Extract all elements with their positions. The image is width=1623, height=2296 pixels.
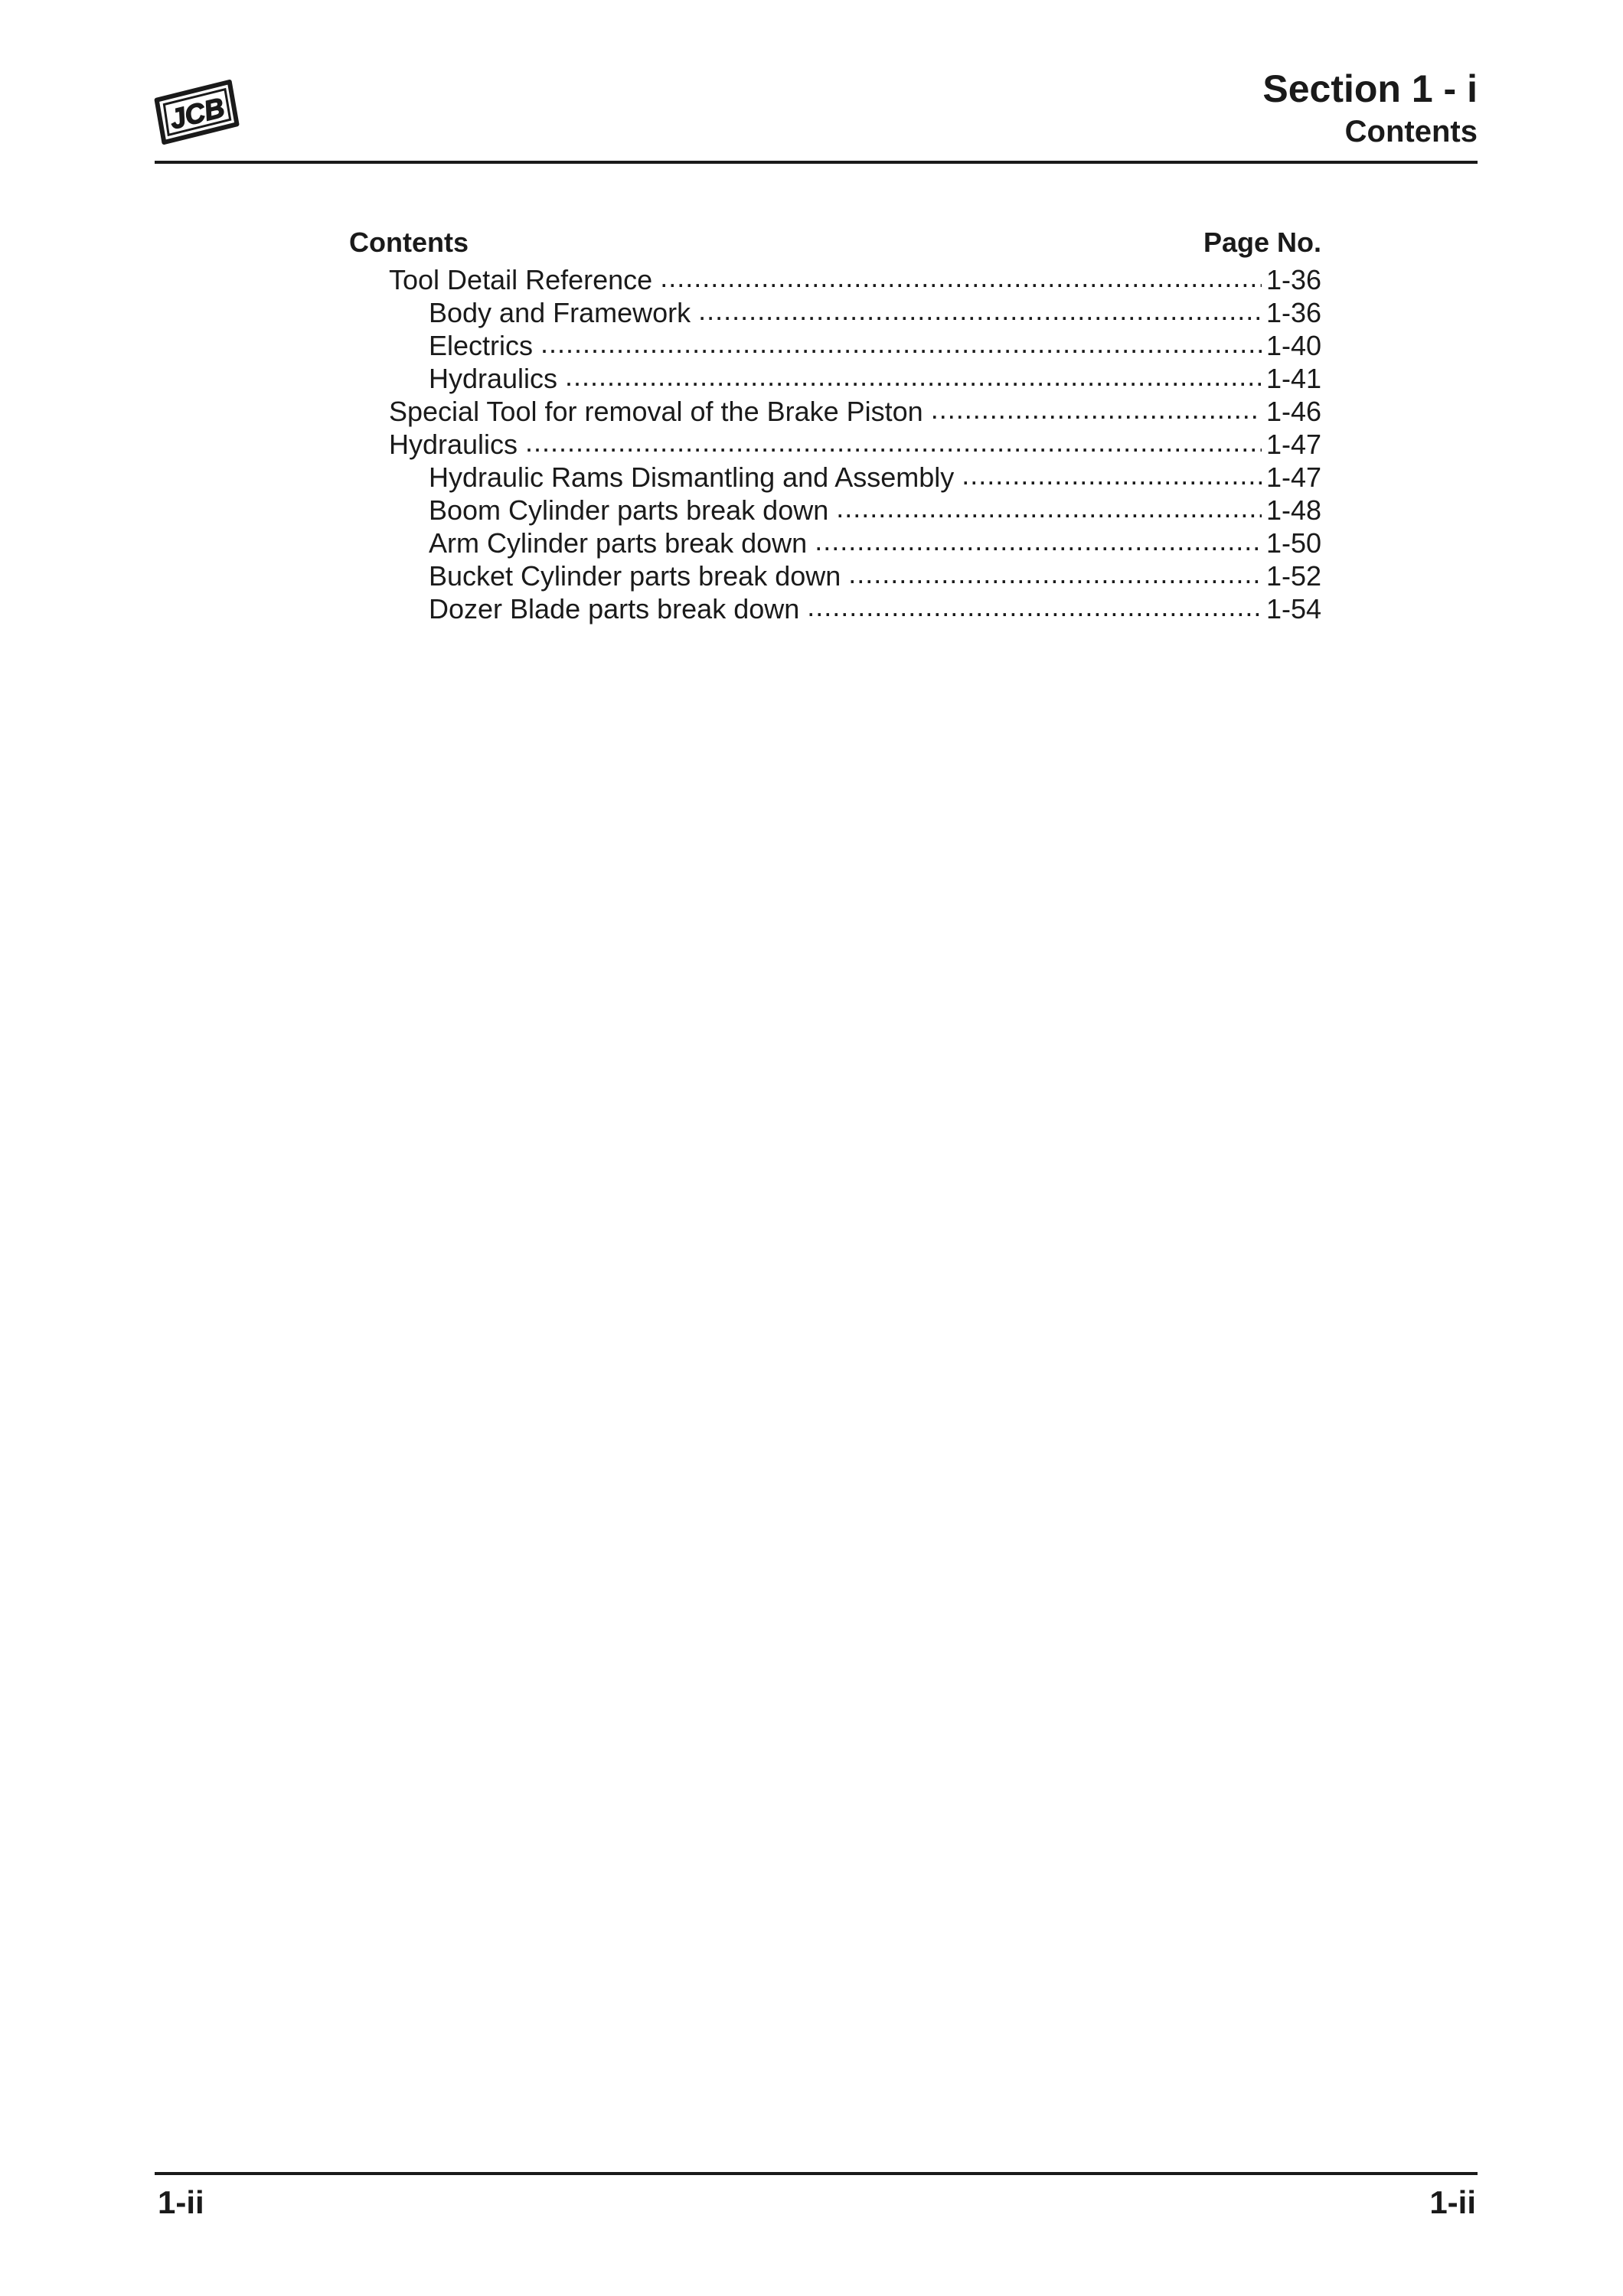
section-title: Section 1 - i xyxy=(1262,67,1478,110)
toc-entry[interactable] xyxy=(349,461,1321,494)
toc-entry[interactable] xyxy=(349,296,1321,329)
toc-entry-title: Dozer Blade parts break down xyxy=(429,593,800,625)
toc-header xyxy=(349,223,1321,262)
toc-entry-page: 1-52 xyxy=(1265,560,1321,592)
toc-entry-page: 1-47 xyxy=(1265,429,1321,460)
footer-divider xyxy=(155,2172,1478,2175)
toc-entry-title: Arm Cylinder parts break down xyxy=(429,527,808,559)
section-subtitle: Contents xyxy=(1344,115,1478,148)
toc-heading-contents: Contents xyxy=(349,227,469,258)
toc-leader-dots xyxy=(540,332,1262,355)
toc-entry-page: 1-46 xyxy=(1265,396,1321,427)
toc-leader-dots xyxy=(848,563,1262,585)
toc-entry[interactable] xyxy=(349,263,1321,296)
toc-entry[interactable] xyxy=(349,592,1321,625)
toc-leader-dots xyxy=(815,530,1262,553)
toc-entry-title: Body and Framework xyxy=(429,297,691,328)
toc-leader-dots xyxy=(698,299,1262,322)
toc-entry-title: Electrics xyxy=(429,330,534,361)
toc-entry-page: 1-36 xyxy=(1265,264,1321,295)
jcb-logo-icon xyxy=(153,73,243,150)
toc-entry-title: Hydraulics xyxy=(429,363,558,394)
header-divider xyxy=(155,161,1478,164)
toc-leader-dots xyxy=(660,266,1262,289)
toc-entry[interactable] xyxy=(349,494,1321,527)
toc-entry-title: Tool Detail Reference xyxy=(389,264,653,295)
toc-entry[interactable] xyxy=(349,428,1321,461)
toc-entry[interactable] xyxy=(349,329,1321,362)
toc-entry-title: Boom Cylinder parts break down xyxy=(429,494,829,526)
toc-entry-page: 1-50 xyxy=(1265,527,1321,559)
toc-entry-page: 1-41 xyxy=(1265,363,1321,394)
toc-leader-dots xyxy=(931,398,1262,421)
toc-entry-page: 1-40 xyxy=(1265,330,1321,361)
toc-leader-dots xyxy=(807,595,1262,618)
toc-entry[interactable] xyxy=(349,527,1321,559)
table-of-contents xyxy=(349,223,1321,625)
toc-entry-page: 1-36 xyxy=(1265,297,1321,328)
page-header xyxy=(1262,66,1478,152)
toc-entry-title: Bucket Cylinder parts break down xyxy=(429,560,841,592)
footer-page-number-left: 1-ii xyxy=(158,2184,204,2220)
toc-entry-title: Hydraulics xyxy=(389,429,518,460)
toc-leader-dots xyxy=(836,497,1262,520)
toc-entry-page: 1-48 xyxy=(1265,494,1321,526)
toc-entry-title: Special Tool for removal of the Brake Piston xyxy=(389,396,923,427)
toc-entry-page: 1-54 xyxy=(1265,593,1321,625)
toc-entry[interactable] xyxy=(349,559,1321,592)
toc-leader-dots xyxy=(962,464,1262,487)
svg-text:JCB: JCB xyxy=(166,91,228,135)
toc-entry[interactable] xyxy=(349,395,1321,428)
toc-entry-page: 1-47 xyxy=(1265,461,1321,493)
footer-page-number-right: 1-ii xyxy=(1429,2184,1476,2220)
toc-list xyxy=(349,263,1321,625)
toc-leader-dots xyxy=(565,365,1262,388)
toc-heading-page-no: Page No. xyxy=(1203,227,1321,258)
toc-leader-dots xyxy=(525,431,1262,454)
toc-entry[interactable] xyxy=(349,362,1321,395)
toc-entry-title: Hydraulic Rams Dismantling and Assembly xyxy=(429,461,955,493)
